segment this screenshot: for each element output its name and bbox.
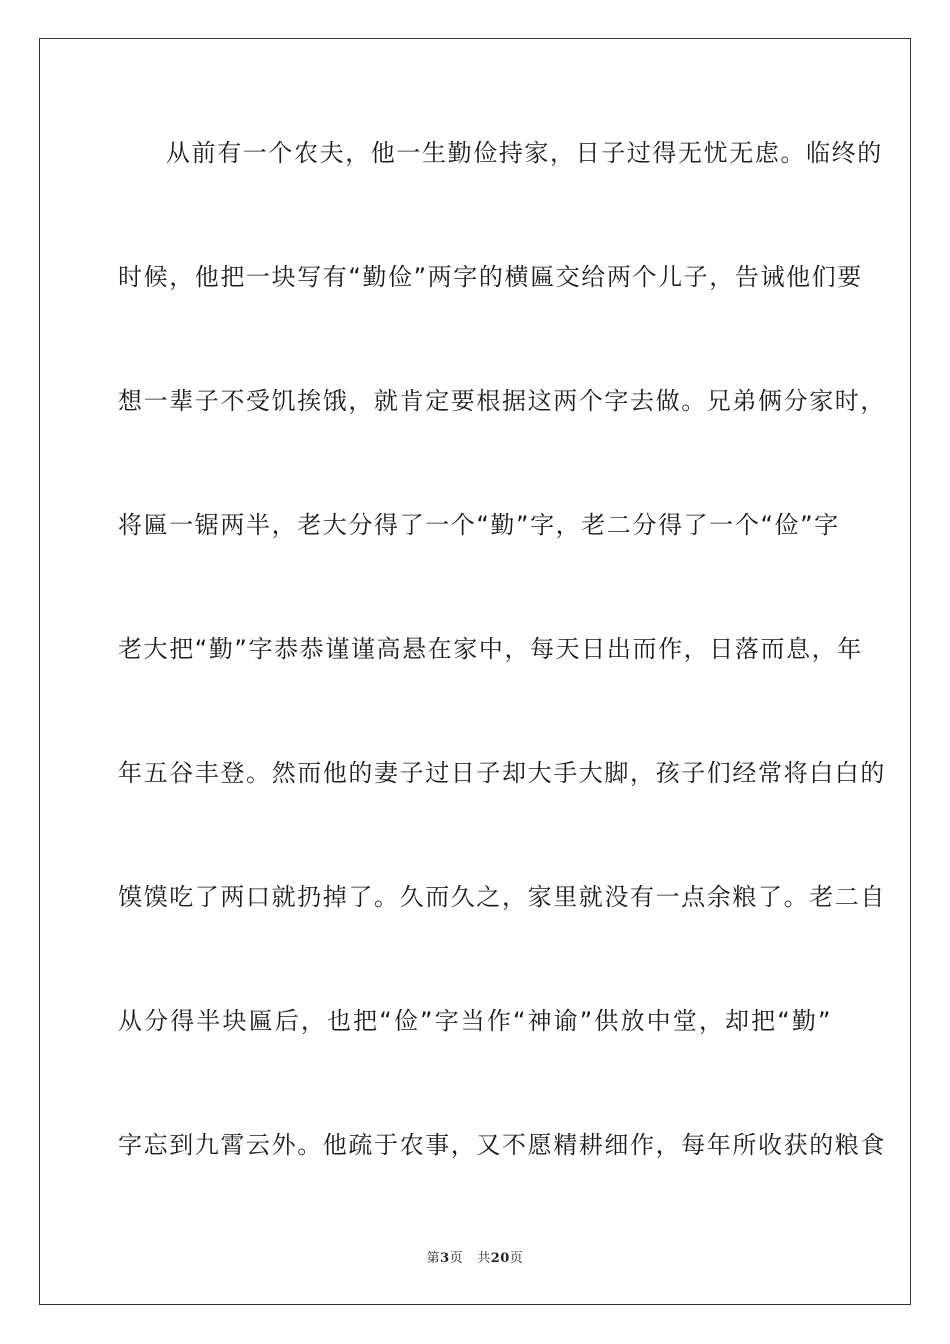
body-line-8: 从分得半块匾后，也把“俭”字当作“神谕”供放中堂，却把“勤” — [118, 1007, 832, 1035]
body-line-6: 年五谷丰登。然而他的妻子过日子却大手大脚，孩子们经常将白白的 — [118, 759, 886, 787]
page-suffix: 页 — [449, 1251, 464, 1266]
body-line-9: 字忘到九霄云外。他疏于农事，又不愿精耕细作，每年所收获的粮食 — [118, 1131, 886, 1159]
body-line-3: 想一辈子不受饥挨饿，就肯定要根据这两个字去做。兄弟俩分家时， — [118, 387, 886, 415]
body-line-7: 馍馍吃了两口就扔掉了。久而久之，家里就没有一点余粮了。老二自 — [118, 883, 886, 911]
total-suffix: 页 — [509, 1251, 524, 1266]
body-line-2: 时候，他把一块写有“勤俭”两字的横匾交给两个儿子，告诫他们要 — [118, 263, 863, 291]
body-line-4: 将匾一锯两半，老大分得了一个“勤”字，老二分得了一个“俭”字 — [118, 511, 840, 539]
total-prefix: 共 — [477, 1251, 491, 1266]
page-border — [39, 38, 911, 1305]
page-number: 3 — [440, 1251, 450, 1266]
page-prefix: 第 — [426, 1251, 441, 1266]
body-line-1: 从前有一个农夫，他一生勤俭持家，日子过得无忧无虑。临终的 — [166, 139, 883, 167]
body-line-5: 老大把“勤”字恭恭谨谨高悬在家中，每天日出而作，日落而息，年 — [118, 635, 863, 663]
page-footer — [0, 1247, 950, 1266]
total-pages: 20 — [490, 1251, 510, 1266]
